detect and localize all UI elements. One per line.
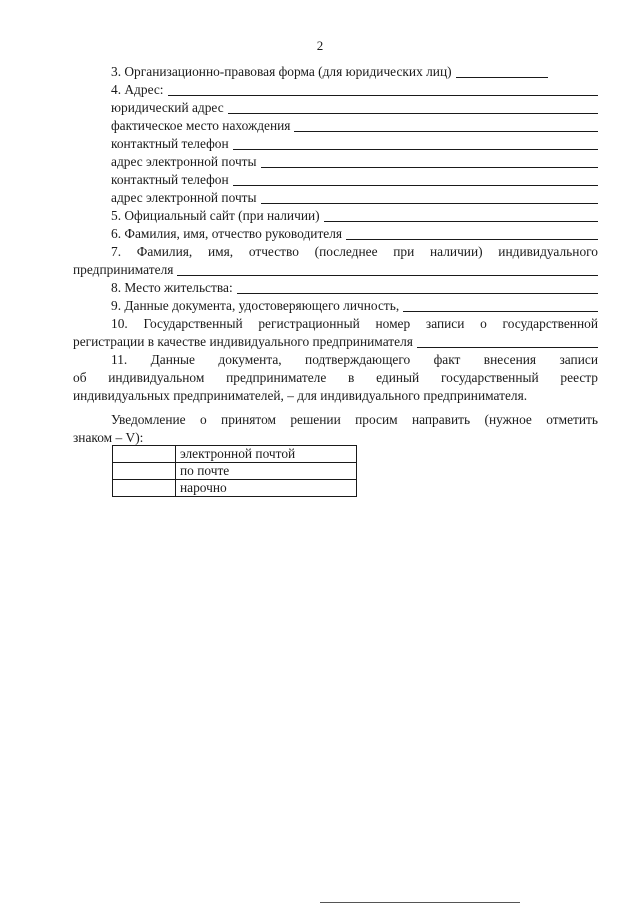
delivery-method-table xyxy=(112,445,357,497)
field-label: предпринимателя xyxy=(73,262,174,277)
field-label: 7. Фамилия, имя, отчество (последнее при наличии) индивидуального xyxy=(111,244,598,259)
field-blank[interactable] xyxy=(168,83,598,96)
form-body xyxy=(73,63,598,447)
field-label: 10. Государственный регистрационный номер записи о государственной xyxy=(111,316,598,331)
checkbox-cell[interactable] xyxy=(113,463,176,480)
field-email-1 xyxy=(73,153,598,171)
item11-line2 xyxy=(73,369,598,387)
table-row xyxy=(113,463,357,480)
field-label: 9. Данные документа, удостоверяющего личность, xyxy=(111,298,400,313)
field-head-name xyxy=(73,225,598,243)
field-blank[interactable] xyxy=(294,119,598,132)
field-phone-2 xyxy=(73,171,598,189)
field-label: 4. Адрес: xyxy=(111,82,164,97)
notice-line1 xyxy=(73,411,598,429)
field-label: 8. Место жительства: xyxy=(111,280,233,295)
field-blank[interactable] xyxy=(237,281,598,294)
field-label: контактный телефон xyxy=(111,172,229,187)
field-blank[interactable] xyxy=(346,227,598,240)
table-row xyxy=(113,480,357,497)
field-blank[interactable] xyxy=(228,101,598,114)
field-blank[interactable] xyxy=(261,155,598,168)
field-org-legal-form xyxy=(73,63,598,81)
field-website xyxy=(73,207,598,225)
scan-edge-line xyxy=(320,902,520,903)
field-entrepreneur-name-line1 xyxy=(73,243,598,261)
field-label: адрес электронной почты xyxy=(111,190,257,205)
paragraph-text: индивидуальных предпринимателей, – для индивидуального предпринимателя. xyxy=(73,388,528,403)
field-blank[interactable] xyxy=(233,137,598,150)
paragraph-text: Уведомление о принятом решении просим направить (нужное отметить xyxy=(111,412,598,427)
field-entrepreneur-name-line2 xyxy=(73,261,598,279)
field-label: контактный телефон xyxy=(111,136,229,151)
paragraph-text: 11. Данные документа, подтверждающего факт внесения записи xyxy=(111,352,598,367)
field-reg-number-line2 xyxy=(73,333,598,351)
field-actual-location xyxy=(73,117,598,135)
option-label: нарочно xyxy=(176,480,357,497)
table-row xyxy=(113,446,357,463)
item11-line3 xyxy=(73,387,598,405)
field-label: 6. Фамилия, имя, отчество руководителя xyxy=(111,226,343,241)
field-label: 5. Официальный сайт (при наличии) xyxy=(111,208,320,223)
field-label: фактическое место нахождения xyxy=(111,118,291,133)
field-blank[interactable] xyxy=(233,173,598,186)
option-label: по почте xyxy=(176,463,357,480)
field-label: юридический адрес xyxy=(111,100,224,115)
field-blank[interactable] xyxy=(324,209,598,222)
page-number: 2 xyxy=(316,38,324,53)
field-blank[interactable] xyxy=(261,191,598,204)
field-phone-1 xyxy=(73,135,598,153)
field-blank[interactable] xyxy=(403,299,598,312)
paragraph-text: об индивидуальном предпринимателе в единый государственный реестр xyxy=(73,370,598,385)
field-reg-number-line1 xyxy=(73,315,598,333)
field-residence xyxy=(73,279,598,297)
field-label: адрес электронной почты xyxy=(111,154,257,169)
option-label: электронной почтой xyxy=(176,446,357,463)
paragraph-text: знаком – V): xyxy=(73,430,144,445)
field-address xyxy=(73,81,598,99)
field-email-2 xyxy=(73,189,598,207)
field-identity-document xyxy=(73,297,598,315)
field-legal-address xyxy=(73,99,598,117)
field-blank[interactable] xyxy=(417,335,598,348)
checkbox-cell[interactable] xyxy=(113,480,176,497)
field-label: 3. Организационно-правовая форма (для юридических лиц) xyxy=(111,64,452,79)
checkbox-cell[interactable] xyxy=(113,446,176,463)
field-blank[interactable] xyxy=(177,263,598,276)
field-blank[interactable] xyxy=(456,65,548,78)
item11-line1 xyxy=(73,351,598,369)
field-label: регистрации в качестве индивидуального предпринимателя xyxy=(73,334,413,349)
